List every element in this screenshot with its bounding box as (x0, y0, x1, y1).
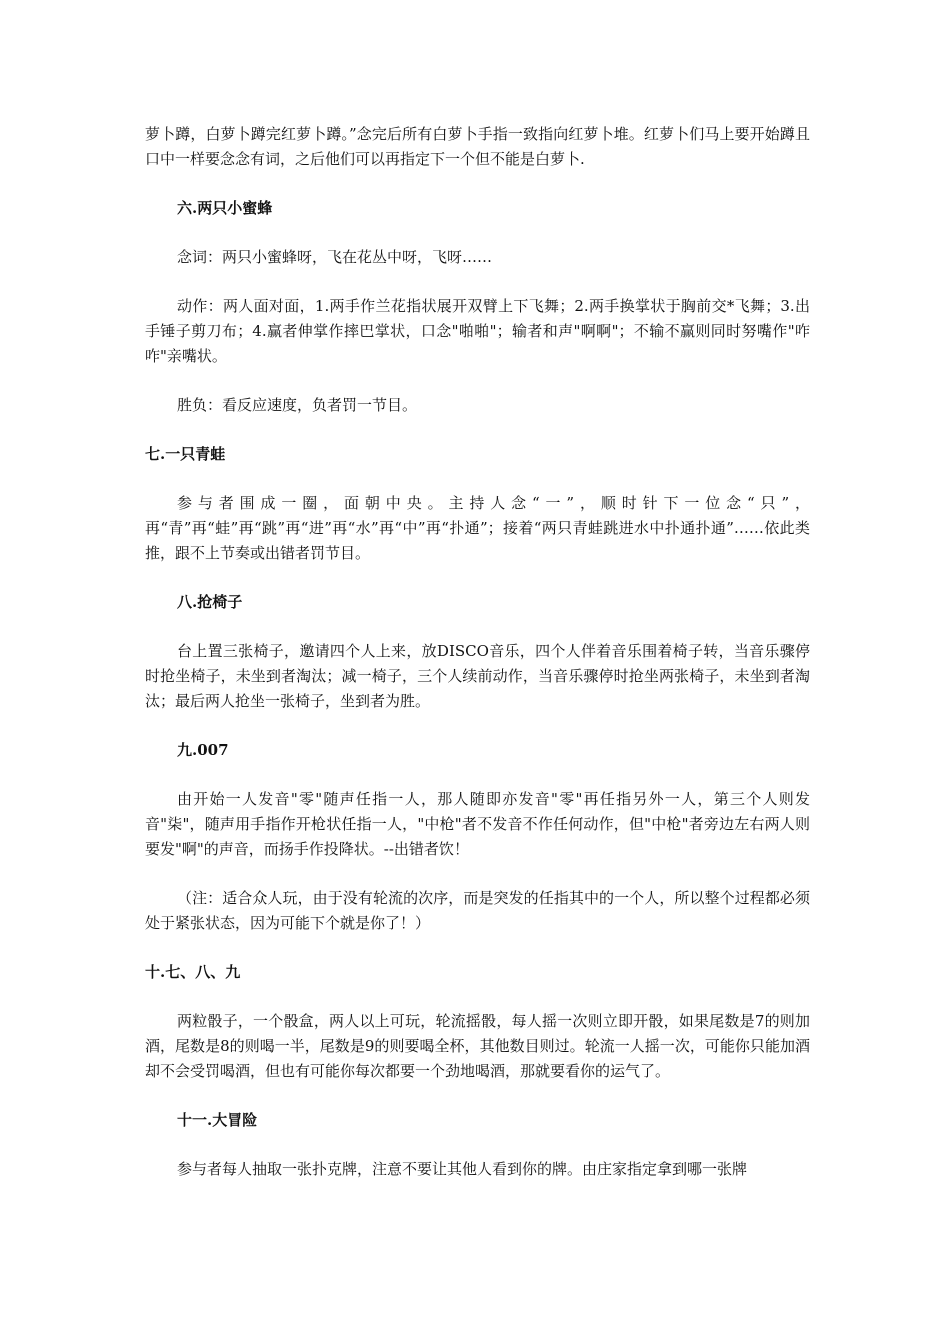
spacer (145, 714, 810, 738)
spacer (145, 270, 810, 294)
section-8-body: 台上置三张椅子，邀请四个人上来，放DISCO音乐，四个人伴着音乐围着椅子转，当音乐骤停时抢坐椅子，未坐到者淘汰；减一椅子，三个人续前动作，当音乐骤停时抢坐两张椅子，未坐到者淘汰；最后两人抢坐一张椅子，坐到者为胜。 (145, 642, 810, 710)
spacer (145, 566, 810, 590)
spacer (145, 615, 810, 639)
spacer (145, 985, 810, 1009)
spacer (145, 862, 810, 886)
section-9-note: （注：适合众人玩，由于没有轮流的次序，而是突发的任指其中的一个人，所以整个过程都必须处于紧张状态，因为可能下个就是你了！） (145, 889, 810, 932)
section-10-body: 两粒骰子，一个骰盒，两人以上可玩，轮流摇骰，每人摇一次则立即开骰，如果尾数是7的则加酒，尾数是8的则喝一半，尾数是9的则要喝全杯，其他数目则过。轮流一人摇一次，可能你只能加酒却不会受罚喝酒，但也有可能你每次都要一个劲地喝酒，那就要看你的运气了。 (145, 1012, 810, 1080)
spacer (145, 418, 810, 442)
section-7-body: 参与者围成一圈，面朝中央。主持人念“一”，顺时针下一位念“只”，再“青”再“蛙”再“跳”再“进”再“水”再“中”再“扑通”；接着“两只青蛙跳进水中扑通扑通”……依此类推，跟不上节奏或出错者罚节目。 (145, 494, 810, 562)
section-6-result: 胜负：看反应速度，负者罚一节目。 (177, 396, 418, 414)
section-heading-11: 十一.大冒险 (177, 1111, 258, 1129)
section-9-body: 由开始一人发音"零"随声任指一人，那人随即亦发音"零"再任指另外一人，第三个人则发音"柒"，随声用手指作开枪状任指一人，"中枪"者不发音不作任何动作，但"中枪"者旁边左右两人则要发"啊"的声音，而扬手作投降状。--出错者饮！ (145, 790, 810, 858)
spacer (145, 936, 810, 960)
section-heading-8: 八.抢椅子 (177, 593, 243, 611)
spacer (145, 1133, 810, 1157)
section-heading-10: 十.七、八、九 (145, 963, 241, 981)
section-heading-7: 七.一只青蛙 (145, 445, 226, 463)
spacer (145, 763, 810, 787)
intro-paragraph: 萝卜蹲，白萝卜蹲完红萝卜蹲。”念完后所有白萝卜手指一致指向红萝卜堆。红萝卜们马上要开始蹲且口中一样要念念有词，之后他们可以再指定下一个但不能是白萝卜. (145, 125, 810, 168)
spacer (145, 369, 810, 393)
spacer (145, 172, 810, 196)
section-heading-6: 六.两只小蜜蜂 (177, 199, 273, 217)
section-6-actions: 动作：两人面对面，1.两手作兰花指状展开双臂上下飞舞；2.两手换掌状于胸前交*飞舞；3.出手锤子剪刀布；4.赢者伸掌作摔巴掌状，口念"啪啪"；输者和声"啊啊"；不输不赢则同时努嘴作"咋咋"亲嘴状。 (145, 297, 810, 365)
section-11-body: 参与者每人抽取一张扑克牌，注意不要让其他人看到你的牌。由庄家指定拿到哪一张牌 (177, 1160, 748, 1178)
spacer (145, 467, 810, 491)
section-6-chant: 念词：两只小蜜蜂呀，飞在花丛中呀，飞呀…… (177, 248, 493, 266)
document-page (145, 122, 810, 1182)
spacer (145, 1084, 810, 1108)
spacer (145, 221, 810, 245)
section-heading-9: 九.007 (177, 741, 229, 759)
